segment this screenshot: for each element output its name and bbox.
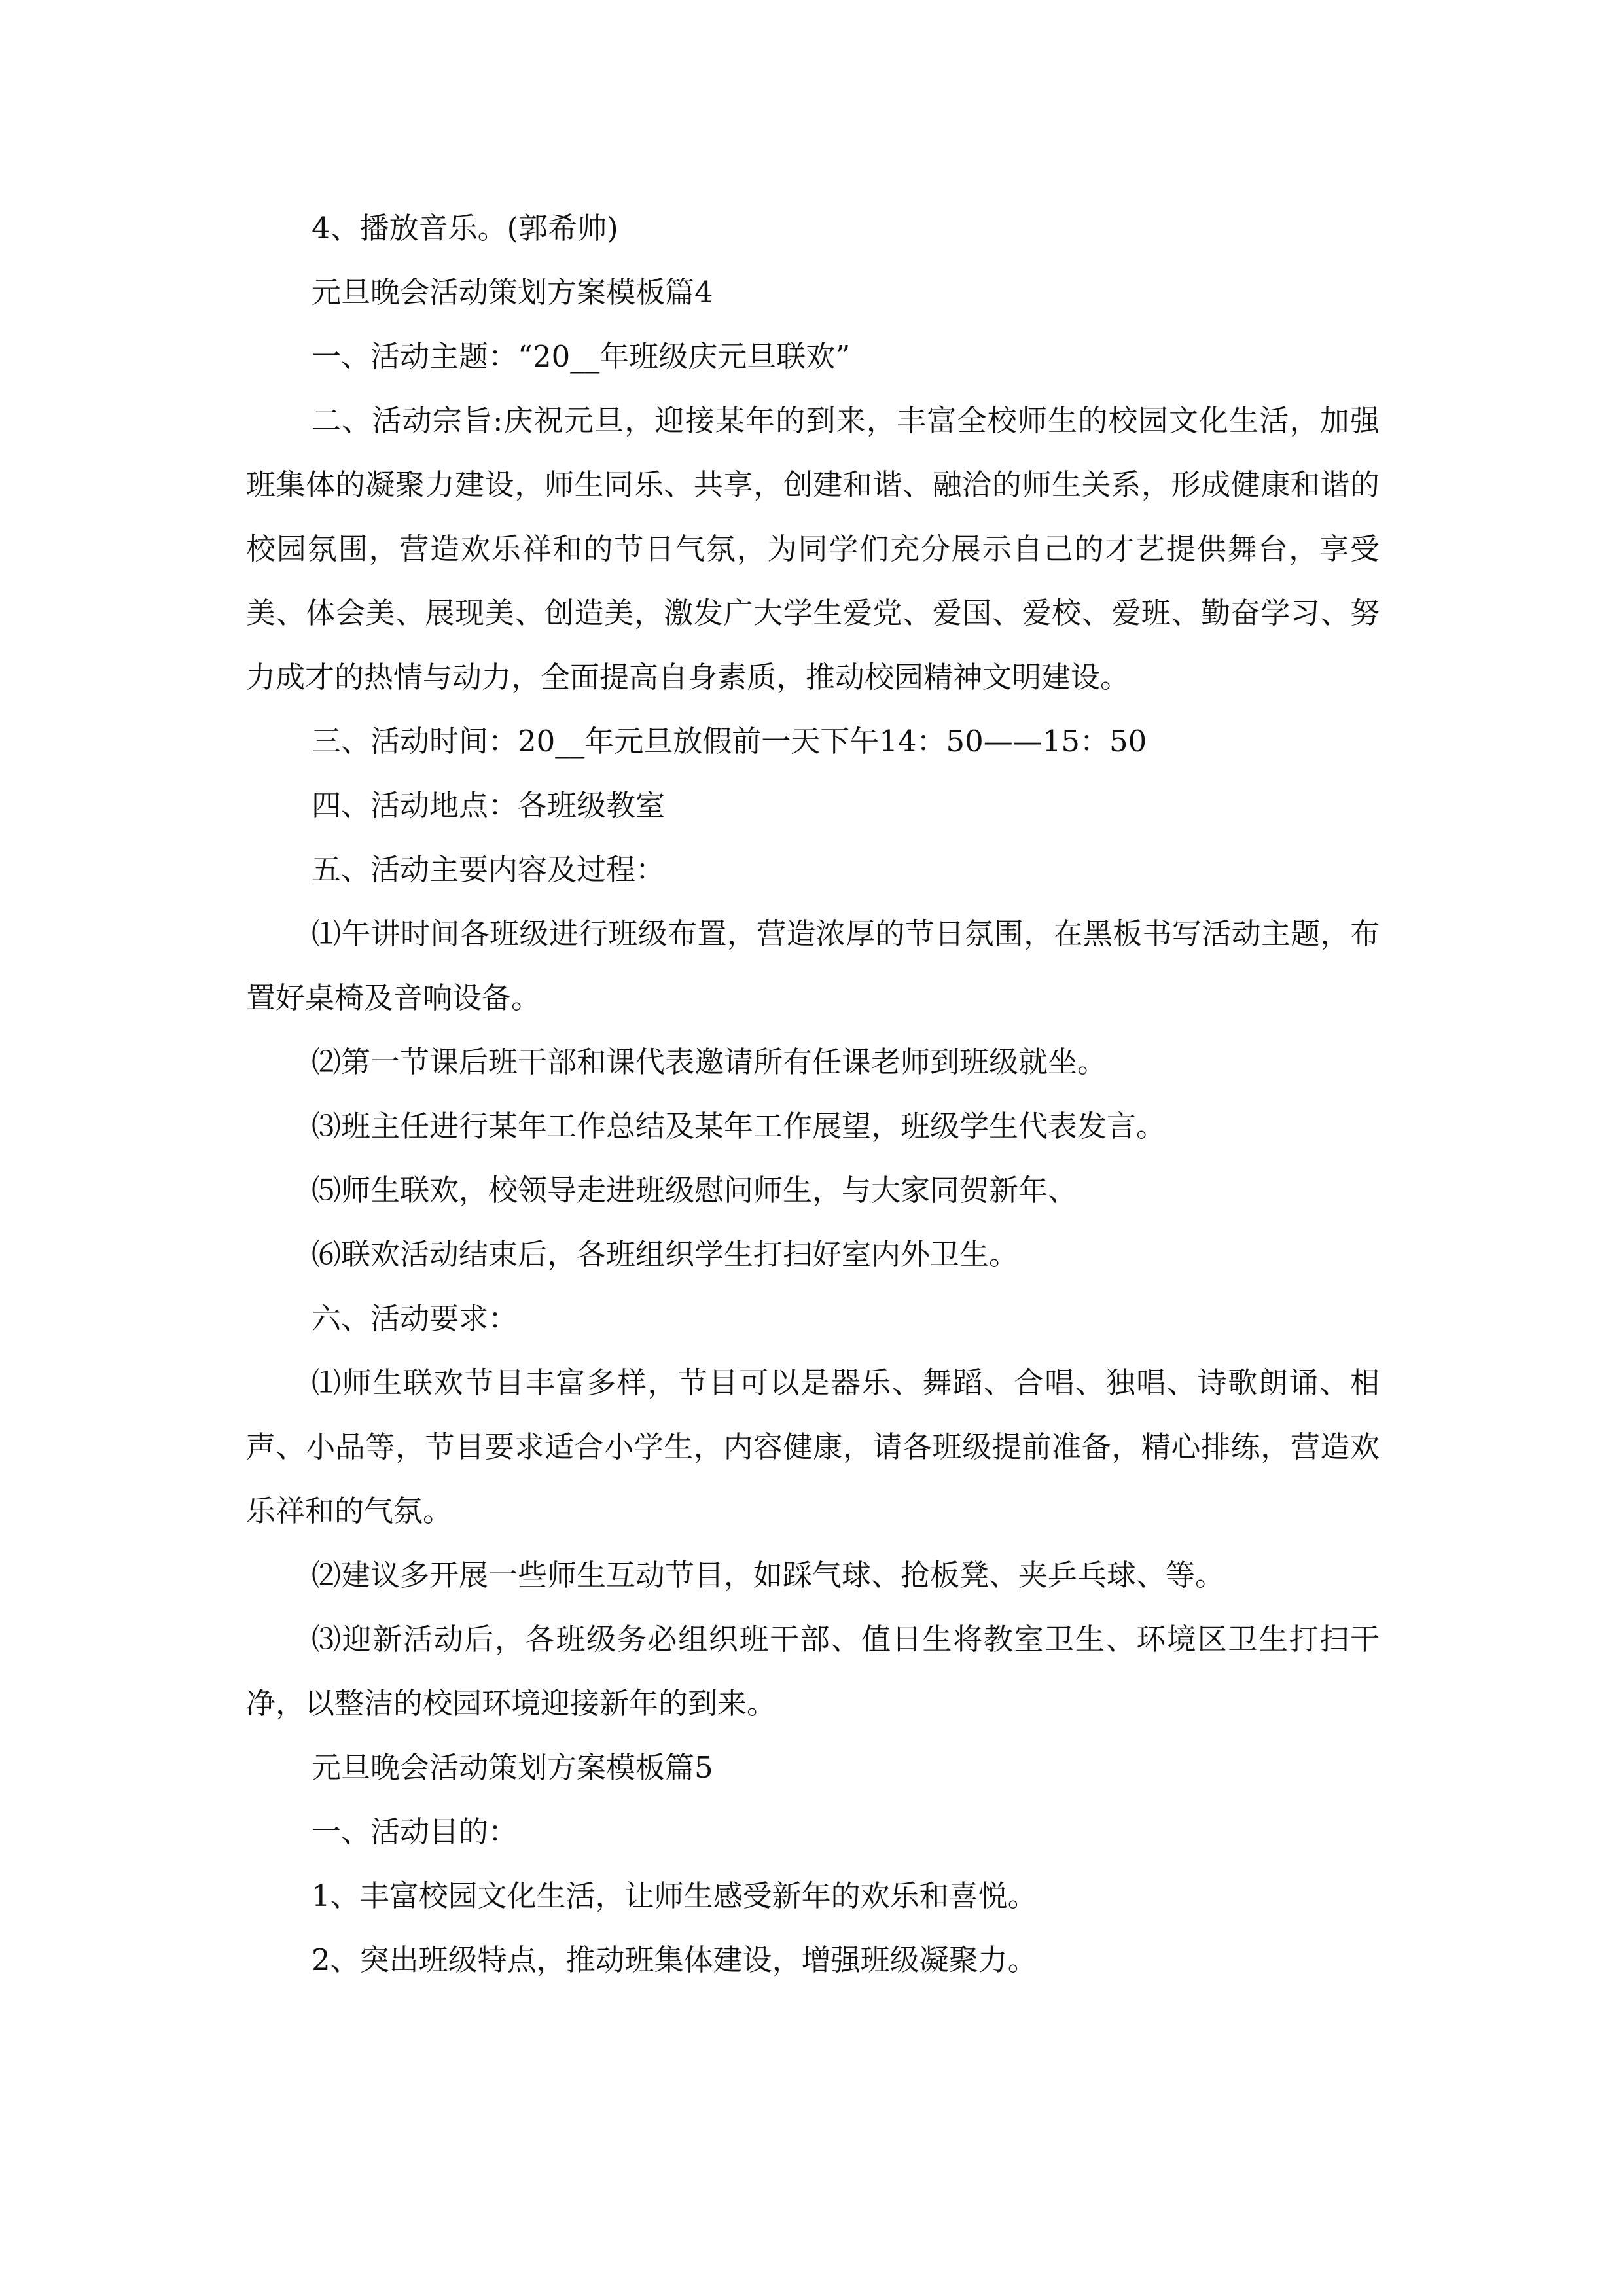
paragraph: 一、活动目的： bbox=[312, 1814, 518, 1849]
paragraph: ⑸师生联欢，校领导走进班级慰问师生，与大家同贺新年、 bbox=[312, 1173, 1078, 1208]
paragraph: ⑵建议多开展一些师生互动节目，如踩气球、抢板凳、夹乒乓球、等。 bbox=[312, 1558, 1225, 1592]
paragraph: ⑶班主任进行某年工作总结及某年工作展望，班级学生代表发言。 bbox=[312, 1109, 1166, 1143]
paragraph: 三、活动时间：20__年元旦放假前一天下午14：50——15：50 bbox=[312, 724, 1147, 759]
paragraph: ⑴师生联欢节目丰富多样，节目可以是器乐、舞蹈、合唱、独唱、诗歌朗诵、相声、小品等，节目要求适合小学生，内容健康，请各班级提前准备，精心排练，营造欢乐祥和的气氛。 bbox=[246, 1365, 1380, 1528]
document-body bbox=[246, 196, 1380, 1992]
section-heading: 元旦晚会活动策划方案模板篇4 bbox=[312, 275, 713, 310]
paragraph: 四、活动地点：各班级教室 bbox=[312, 788, 666, 823]
paragraph: 六、活动要求： bbox=[312, 1301, 518, 1336]
paragraph: ⑹联欢活动结束后，各班组织学生打扫好室内外卫生。 bbox=[312, 1237, 1019, 1272]
section-heading: 元旦晚会活动策划方案模板篇5 bbox=[312, 1750, 713, 1785]
paragraph: 一、活动主题：“20__年班级庆元旦联欢” bbox=[312, 339, 851, 374]
paragraph: 2、突出班级特点，推动班集体建设，增强班级凝聚力。 bbox=[312, 1943, 1037, 1977]
paragraph: ⑵第一节课后班干部和课代表邀请所有任课老师到班级就坐。 bbox=[312, 1045, 1107, 1079]
paragraph: 二、活动宗旨:庆祝元旦，迎接某年的到来，丰富全校师生的校园文化生活，加强班集体的凝聚力建设，师生同乐、共享，创建和谐、融洽的师生关系，形成健康和谐的校园氛围，营造欢乐祥和的节日气氛，为同学们充分展示自己的才艺提供舞台，享受美、体会美、展现美、创造美，激发广大学生爱党、爱国、爱校、爱班、勤奋学习、努力成才的热情与动力，全面提高自身素质，推动校园精神文明建设。 bbox=[246, 403, 1380, 694]
paragraph: 五、活动主要内容及过程： bbox=[312, 852, 666, 887]
paragraph: 1、丰富校园文化生活，让师生感受新年的欢乐和喜悦。 bbox=[312, 1878, 1037, 1913]
paragraph: ⑶迎新活动后，各班级务必组织班干部、值日生将教室卫生、环境区卫生打扫干净，以整洁的校园环境迎接新年的到来。 bbox=[246, 1622, 1380, 1721]
paragraph: ⑴午讲时间各班级进行班级布置，营造浓厚的节日氛围，在黑板书写活动主题，布置好桌椅及音响设备。 bbox=[246, 916, 1380, 1015]
paragraph: 4、播放音乐。(郭希帅) bbox=[312, 211, 618, 245]
